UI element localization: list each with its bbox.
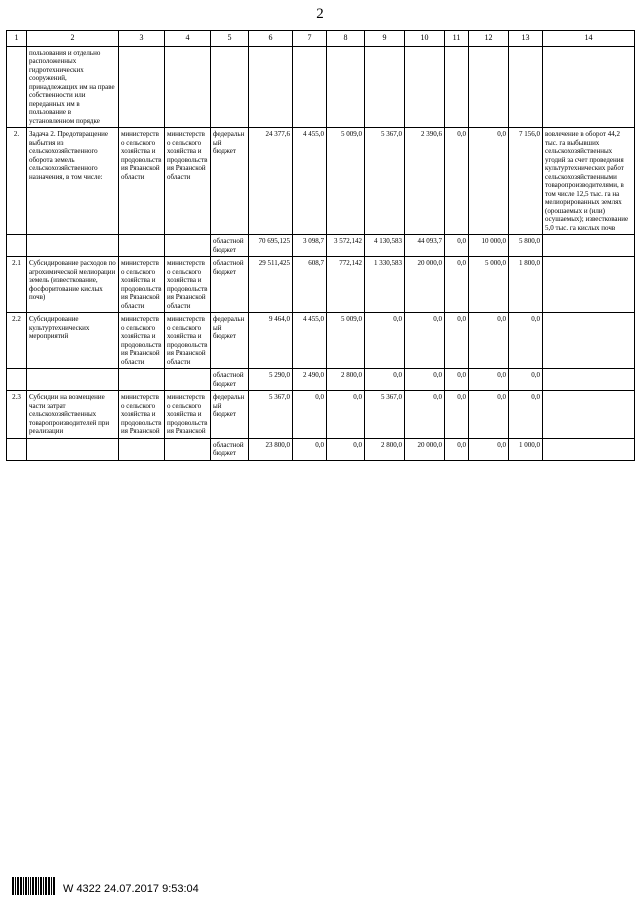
table-cell: 2 800,0 — [365, 438, 405, 460]
barcode-icon — [12, 877, 55, 895]
table-cell — [445, 46, 469, 128]
footer-stamp — [12, 877, 199, 895]
table-cell: 608,7 — [293, 257, 327, 313]
table-cell — [165, 46, 211, 128]
document-stamp-text: W 4322 24.07.2017 9:53:04 — [63, 883, 199, 895]
table-cell: 0,0 — [509, 313, 543, 369]
column-header: 8 — [327, 31, 365, 47]
column-header: 10 — [405, 31, 445, 47]
column-header: 1 — [7, 31, 27, 47]
table-cell: 0,0 — [327, 438, 365, 460]
table-cell — [119, 46, 165, 128]
table-cell: 0,0 — [445, 369, 469, 391]
table-cell — [293, 46, 327, 128]
table-cell: 2 490,0 — [293, 369, 327, 391]
table-cell: 0,0 — [469, 128, 509, 235]
column-header: 6 — [249, 31, 293, 47]
table-cell: 2 800,0 — [327, 369, 365, 391]
table-cell: 20 000,0 — [405, 438, 445, 460]
table-cell — [543, 438, 635, 460]
table-cell — [365, 46, 405, 128]
table-cell — [7, 369, 27, 391]
table-cell: министерство сельского хозяйства и продовольствия Рязанской — [165, 391, 211, 439]
table-row — [7, 438, 635, 460]
table-cell: 0,0 — [445, 313, 469, 369]
column-header: 4 — [165, 31, 211, 47]
table-cell — [543, 235, 635, 257]
column-header: 14 — [543, 31, 635, 47]
column-header: 12 — [469, 31, 509, 47]
table-cell — [543, 313, 635, 369]
table-cell: 772,142 — [327, 257, 365, 313]
table-cell — [405, 46, 445, 128]
table-cell — [7, 46, 27, 128]
page-number: 2 — [316, 6, 324, 22]
table-cell: 2.3 — [7, 391, 27, 439]
table-cell: 0,0 — [509, 369, 543, 391]
table-cell: 23 800,0 — [249, 438, 293, 460]
table-cell — [165, 369, 211, 391]
table-cell: 4 130,583 — [365, 235, 405, 257]
table-row — [7, 313, 635, 369]
table-cell: областной бюджет — [211, 369, 249, 391]
table-cell: Субсидирование расходов по агрохимической мелиорации земель (известкование, фосфоритование кислых почв) — [27, 257, 119, 313]
table-row — [7, 369, 635, 391]
table-cell: 2.1 — [7, 257, 27, 313]
table-cell: 10 000,0 — [469, 235, 509, 257]
table-cell: 2.2 — [7, 313, 27, 369]
column-header: 13 — [509, 31, 543, 47]
table-cell: 5 009,0 — [327, 128, 365, 235]
column-header: 3 — [119, 31, 165, 47]
table-cell — [7, 438, 27, 460]
table-cell: министерство сельского хозяйства и продовольствия Рязанской области — [119, 313, 165, 369]
table-cell: 0,0 — [405, 313, 445, 369]
table-cell: федеральный бюджет — [211, 313, 249, 369]
table-cell: областной бюджет — [211, 235, 249, 257]
table-cell: министерство сельского хозяйства и продовольствия Рязанской области — [165, 257, 211, 313]
table-cell: 0,0 — [509, 391, 543, 439]
table-cell: министерство сельского хозяйства и продовольствия Рязанской области — [119, 128, 165, 235]
table-cell: 70 695,125 — [249, 235, 293, 257]
table-cell — [7, 235, 27, 257]
table-cell: министерство сельского хозяйства и продовольствия Рязанской области — [165, 313, 211, 369]
table-cell: областной бюджет — [211, 438, 249, 460]
table-cell: 0,0 — [469, 391, 509, 439]
table-row — [7, 235, 635, 257]
table-cell — [119, 438, 165, 460]
table-cell: пользования и отдельно расположенных гидротехнических сооружений, принадлежащих им на праве собственности или переданных им в пользование в установленном порядке — [27, 46, 119, 128]
table-cell: 9 464,0 — [249, 313, 293, 369]
table-cell: министерство сельского хозяйства и продовольствия Рязанской области — [119, 257, 165, 313]
table-cell: 5 800,0 — [509, 235, 543, 257]
table-cell — [469, 46, 509, 128]
table-cell: 0,0 — [445, 391, 469, 439]
table-cell — [543, 369, 635, 391]
table-cell: Субсидии на возмещение части затрат сельскохозяйственных товаропроизводителей при реализации — [27, 391, 119, 439]
table-cell: министерство сельского хозяйства и продовольствия Рязанской области — [165, 128, 211, 235]
table-cell: 0,0 — [405, 369, 445, 391]
table-cell: 1 330,583 — [365, 257, 405, 313]
table-cell: 5 000,0 — [469, 257, 509, 313]
table-row — [7, 391, 635, 439]
table-cell: 0,0 — [405, 391, 445, 439]
table-cell: 5 367,0 — [249, 391, 293, 439]
table-cell: 0,0 — [445, 128, 469, 235]
table-cell: 2 390,6 — [405, 128, 445, 235]
table-cell — [509, 46, 543, 128]
table-cell: 44 093,7 — [405, 235, 445, 257]
table-cell: областной бюджет — [211, 257, 249, 313]
table-cell: Субсидирование культуртехнических мероприятий — [27, 313, 119, 369]
table-cell: 0,0 — [445, 438, 469, 460]
column-header: 5 — [211, 31, 249, 47]
table-cell — [27, 369, 119, 391]
header-row — [7, 31, 635, 47]
table-cell: федеральный бюджет — [211, 128, 249, 235]
table-cell — [165, 438, 211, 460]
column-header: 7 — [293, 31, 327, 47]
table-cell — [543, 257, 635, 313]
table-row — [7, 46, 635, 128]
table-cell: 5 290,0 — [249, 369, 293, 391]
table-row — [7, 128, 635, 235]
table-cell: 5 367,0 — [365, 391, 405, 439]
table-cell: 0,0 — [469, 369, 509, 391]
table-cell — [119, 369, 165, 391]
table-cell: 3 572,142 — [327, 235, 365, 257]
table-cell: 5 367,0 — [365, 128, 405, 235]
table-cell: 0,0 — [469, 438, 509, 460]
table-cell: 0,0 — [469, 313, 509, 369]
table-cell: 4 455,0 — [293, 128, 327, 235]
table-cell — [165, 235, 211, 257]
table-cell: 24 377,6 — [249, 128, 293, 235]
table-cell — [211, 46, 249, 128]
table-cell: 20 000,0 — [405, 257, 445, 313]
table-cell: 7 156,0 — [509, 128, 543, 235]
column-header: 2 — [27, 31, 119, 47]
table-cell: 0,0 — [445, 257, 469, 313]
table-cell — [119, 235, 165, 257]
table-cell: 0,0 — [327, 391, 365, 439]
table-cell: 0,0 — [365, 369, 405, 391]
table-cell: 0,0 — [293, 438, 327, 460]
table-cell — [249, 46, 293, 128]
table-cell: 1 000,0 — [509, 438, 543, 460]
column-header: 9 — [365, 31, 405, 47]
table-cell: 2. — [7, 128, 27, 235]
table-cell: федеральный бюджет — [211, 391, 249, 439]
table-row — [7, 257, 635, 313]
table-cell: 29 511,425 — [249, 257, 293, 313]
table-cell: 0,0 — [365, 313, 405, 369]
table-cell — [327, 46, 365, 128]
table-cell: 0,0 — [445, 235, 469, 257]
table-cell — [27, 438, 119, 460]
table-cell — [543, 391, 635, 439]
table-cell: вовлечение в оборот 44,2 тыс. га выбывших сельскохозяйственных угодий за счет проведения культуртехнических работ сельскохозяйственными товаропроизводителями, в том числе 12,5 тыс. га на мелиорированных землях (орошаемых и (или) осушаемых); известкование 5,0 тыс. га кислых почв — [543, 128, 635, 235]
table-cell: 1 800,0 — [509, 257, 543, 313]
table-cell — [543, 46, 635, 128]
program-table — [6, 30, 635, 461]
table-cell: 0,0 — [293, 391, 327, 439]
table-cell: 3 098,7 — [293, 235, 327, 257]
table-cell: Задача 2. Предотвращение выбытия из сельскохозяйственного оборота земель сельскохозяйственного назначения, в том числе: — [27, 128, 119, 235]
table-cell — [27, 235, 119, 257]
table-cell: 4 455,0 — [293, 313, 327, 369]
table-cell: министерство сельского хозяйства и продовольствия Рязанской — [119, 391, 165, 439]
column-header: 11 — [445, 31, 469, 47]
table-cell: 5 009,0 — [327, 313, 365, 369]
